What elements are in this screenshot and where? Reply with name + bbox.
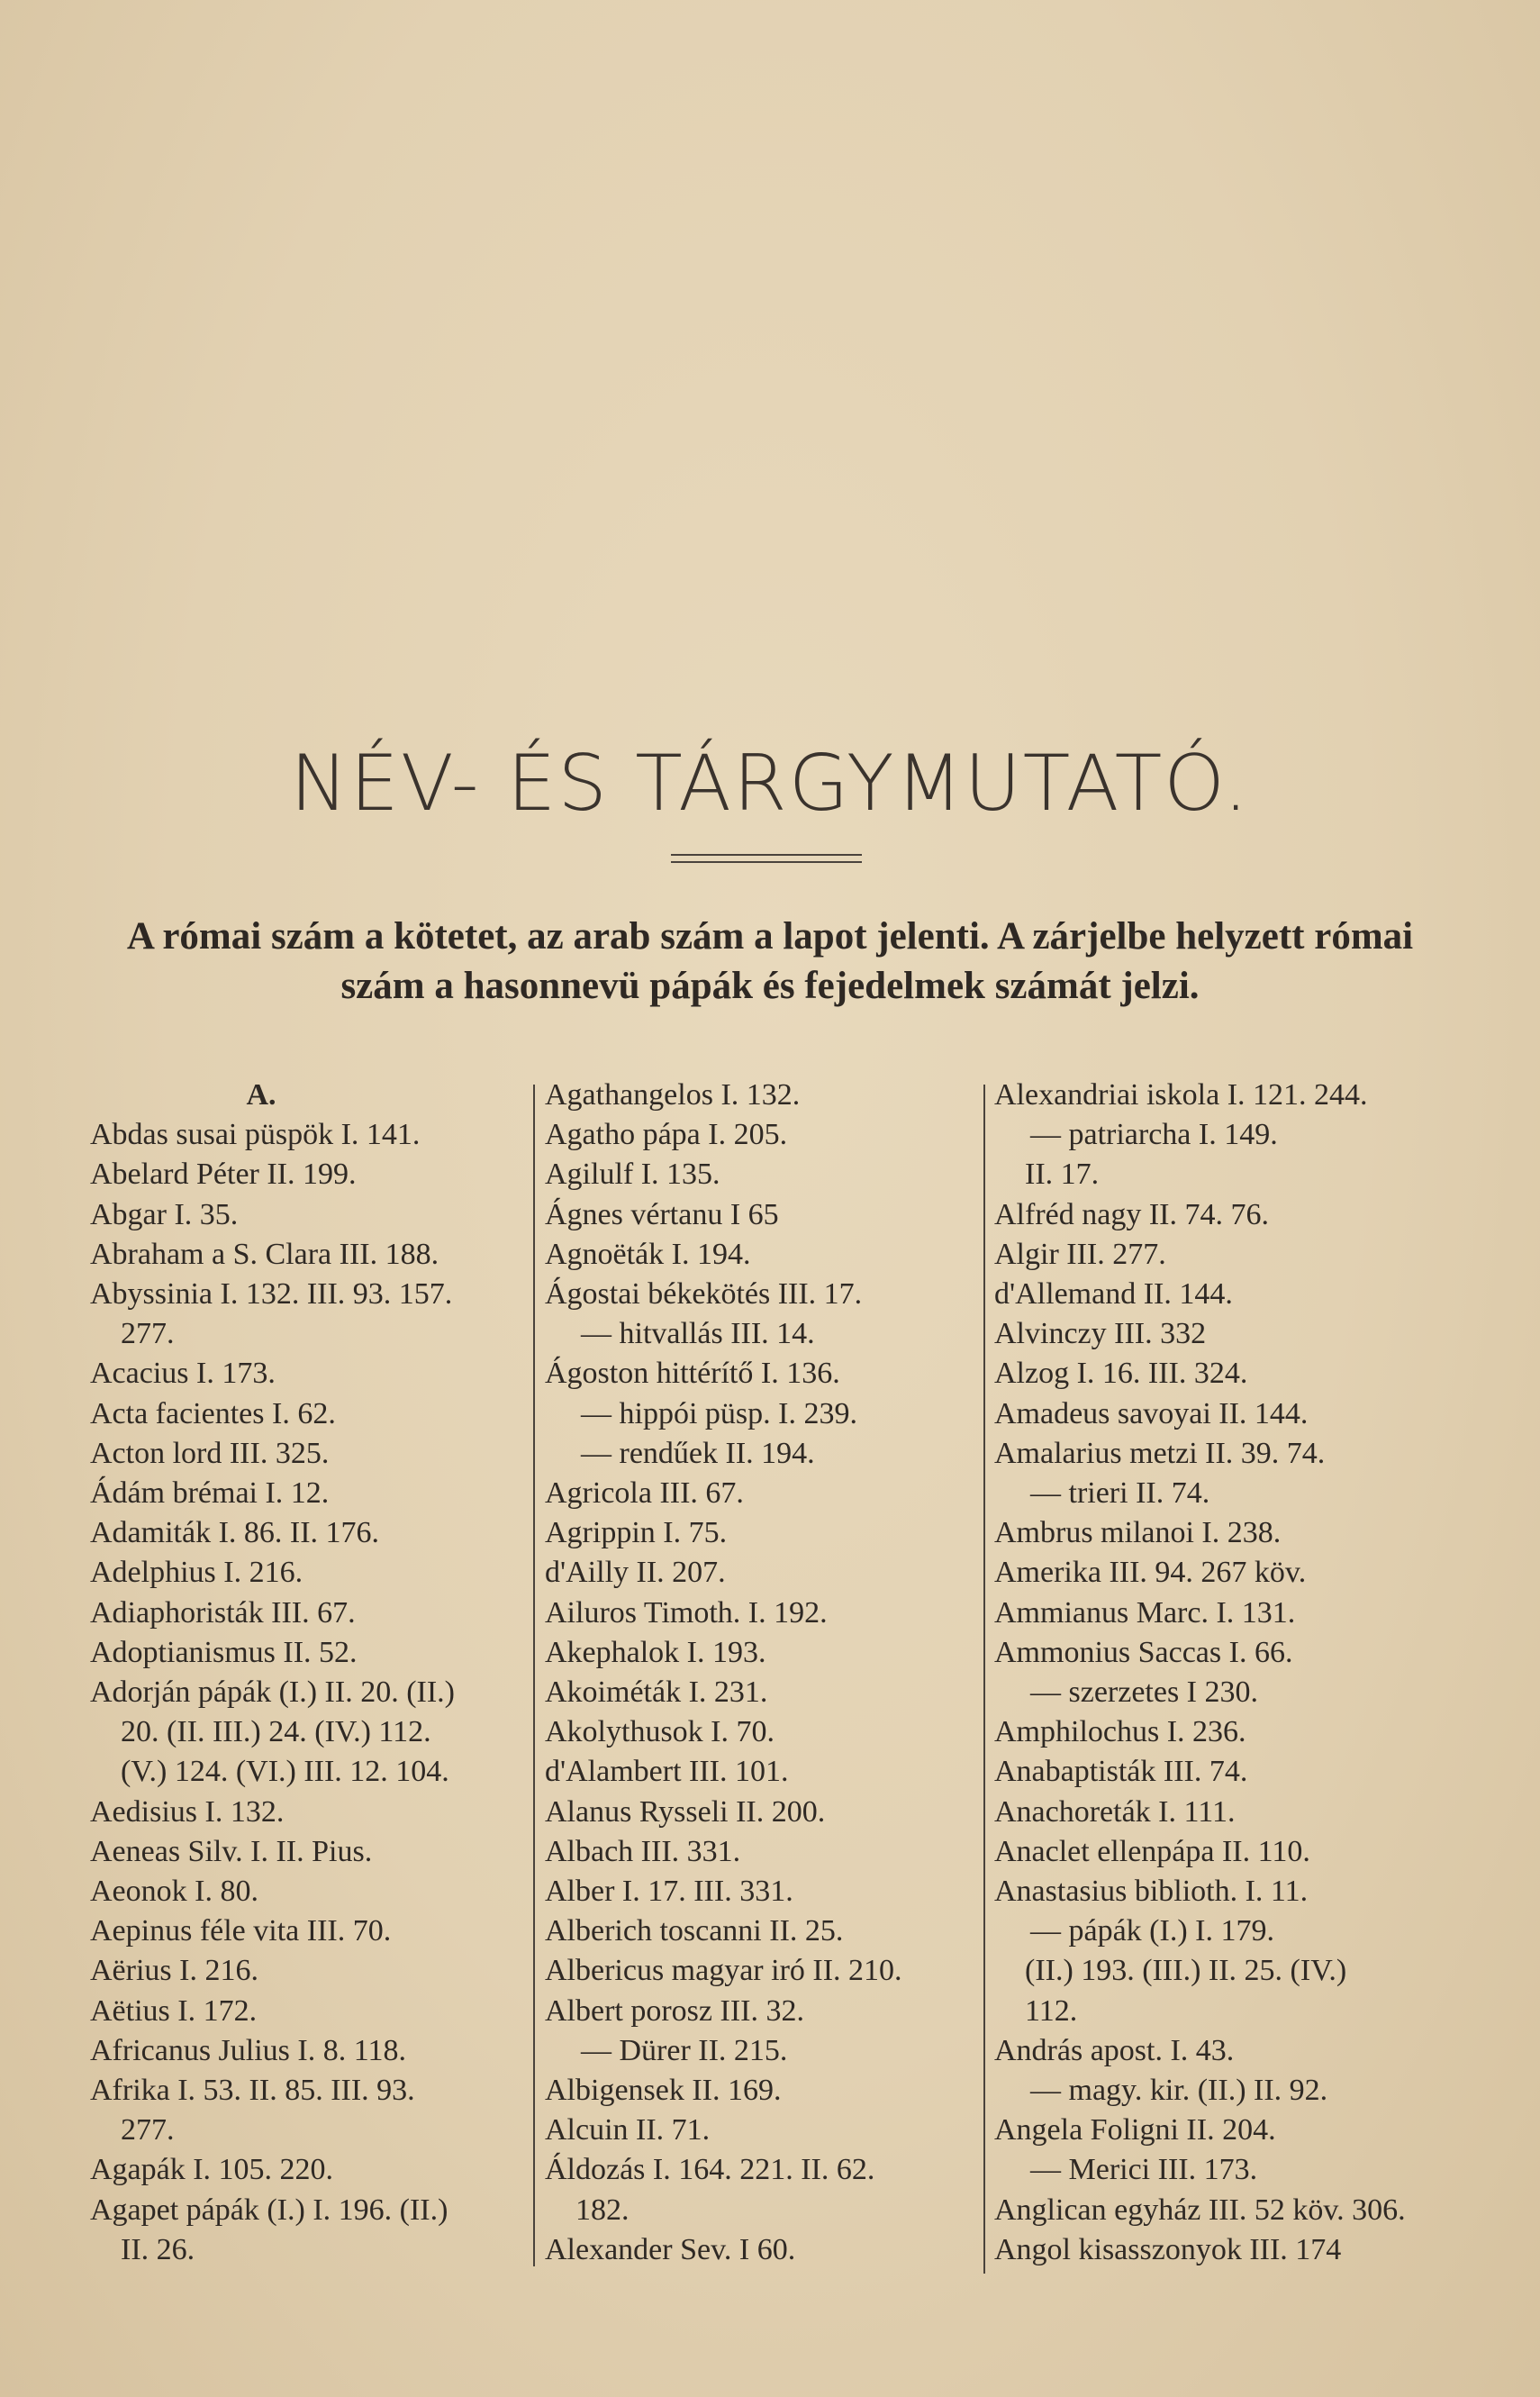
index-entry: Agatho pápa I. 205. [545, 1118, 788, 1152]
index-entry: Ágostai békekötés III. 17. [545, 1277, 863, 1312]
index-entry: Alvinczy III. 332 [994, 1317, 1207, 1351]
index-entry: Áldozás I. 164. 221. II. 62. [545, 2153, 875, 2187]
index-entry: Aedisius I. 132. [90, 1794, 285, 1829]
index-entry: Alfréd nagy II. 74. 76. [994, 1197, 1269, 1231]
index-entry: (V.) 124. (VI.) III. 12. 104. [121, 1755, 449, 1789]
title-rule-top [671, 854, 862, 856]
index-entry: Alanus Rysseli II. 200. [545, 1794, 826, 1829]
index-entry: — Dürer II. 215. [581, 2033, 788, 2067]
index-entry: d'Ailly II. 207. [545, 1556, 726, 1590]
index-entry: Aeonok I. 80. [90, 1875, 258, 1909]
index-entry: Ágnes vértanu I 65 [545, 1197, 779, 1231]
index-entry: Albigensek II. 169. [545, 2074, 782, 2108]
index-entry: Alzog I. 16. III. 324. [994, 1357, 1248, 1391]
index-entry: Agilulf I. 135. [545, 1158, 720, 1192]
index-entry: II. 26. [121, 2232, 195, 2266]
index-entry: Agrippin I. 75. [545, 1516, 728, 1550]
index-entry: Abelard Péter II. 199. [90, 1158, 357, 1192]
index-entry: Aëtius I. 172. [90, 1993, 258, 2028]
column-divider-1 [533, 1085, 535, 2266]
index-entry: Ágoston hittérítő I. 136. [545, 1357, 840, 1391]
index-entry: Amerika III. 94. 267 köv. [994, 1556, 1307, 1590]
index-column-2 [545, 1076, 995, 2270]
index-entry: Alber I. 17. III. 331. [545, 1875, 793, 1909]
index-entry: Abgar I. 35. [90, 1197, 239, 1231]
index-entry: Ádám brémai I. 12. [90, 1476, 330, 1511]
index-entry: Albach III. 331. [545, 1834, 741, 1868]
index-entry: Abraham a S. Clara III. 188. [90, 1237, 439, 1271]
index-entry: Adorján pápák (I.) II. 20. (II.) [90, 1675, 455, 1710]
index-entry: — magy. kir. (II.) II. 92. [1030, 2074, 1328, 2108]
index-entry: Acton lord III. 325. [90, 1436, 330, 1470]
index-entry: Agathangelos I. 132. [545, 1078, 801, 1112]
index-entry: Agricola III. 67. [545, 1476, 744, 1511]
index-entry: Ailuros Timoth. I. 192. [545, 1595, 828, 1630]
index-entry: — patriarcha I. 149. [1030, 1118, 1278, 1152]
index-column-3 [994, 1076, 1445, 2270]
index-entry: (II.) 193. (III.) II. 25. (IV.) [1025, 1954, 1347, 1988]
index-entry: — szerzetes I 230. [1030, 1675, 1259, 1710]
index-entry: Adelphius I. 216. [90, 1556, 303, 1590]
index-entry: — hippói püsp. I. 239. [581, 1396, 857, 1430]
title-rule-bottom [671, 861, 862, 863]
index-entry: Alberich toscanni II. 25. [545, 1914, 844, 1948]
index-entry: Aepinus féle vita III. 70. [90, 1914, 392, 1948]
index-entry: Aeneas Silv. I. II. Pius. [90, 1834, 373, 1868]
index-entry: d'Alambert III. 101. [545, 1755, 789, 1789]
index-entry: Ammianus Marc. I. 131. [994, 1595, 1296, 1630]
index-entry: Angol kisasszonyok III. 174 [994, 2232, 1342, 2266]
index-entry: Adoptianismus II. 52. [90, 1635, 358, 1669]
index-entry: 112. [1025, 1993, 1078, 2028]
index-entry: Amalarius metzi II. 39. 74. [994, 1436, 1326, 1470]
index-entry: Agapák I. 105. 220. [90, 2153, 334, 2187]
column-divider-2 [983, 1085, 985, 2274]
index-entry: Ambrus milanoi I. 238. [994, 1516, 1282, 1550]
index-entry: Akephalok I. 193. [545, 1635, 766, 1669]
index-entry: 182. [575, 2193, 630, 2227]
index-entry: 20. (II. III.) 24. (IV.) 112. [121, 1715, 431, 1749]
index-entry: 277. [121, 2113, 175, 2147]
index-entry: Angela Foligni II. 204. [994, 2113, 1276, 2147]
section-letter: A. [246, 1078, 276, 1112]
index-entry: Algir III. 277. [994, 1237, 1166, 1271]
index-entry: Amphilochus I. 236. [994, 1715, 1246, 1749]
index-entry: — trieri II. 74. [1030, 1476, 1210, 1511]
index-entry: Anastasius biblioth. I. 11. [994, 1875, 1309, 1909]
index-entry: Agapet pápák (I.) I. 196. (II.) [90, 2193, 448, 2227]
index-entry: Anabaptisták III. 74. [994, 1755, 1248, 1789]
index-entry: Anglican egyház III. 52 köv. 306. [994, 2193, 1406, 2227]
index-entry: Alexander Sev. I 60. [545, 2232, 796, 2266]
index-entry: Akolythusok I. 70. [545, 1715, 775, 1749]
index-entry: Agnoëták I. 194. [545, 1237, 751, 1271]
index-entry: Amadeus savoyai II. 144. [994, 1396, 1309, 1430]
index-entry: d'Allemand II. 144. [994, 1277, 1233, 1312]
index-entry: — Merici III. 173. [1030, 2153, 1258, 2187]
index-entry: Acta facientes I. 62. [90, 1396, 336, 1430]
index-entry: Acacius I. 173. [90, 1357, 276, 1391]
index-entry: Albericus magyar iró II. 210. [545, 1954, 902, 1988]
index-entry: Abdas susai püspök I. 141. [90, 1118, 421, 1152]
index-entry: Akoiméták I. 231. [545, 1675, 768, 1710]
index-entry: Adamiták I. 86. II. 176. [90, 1516, 380, 1550]
index-entry: 277. [121, 1317, 175, 1351]
index-entry: Aërius I. 216. [90, 1954, 258, 1988]
index-entry: Africanus Julius I. 8. 118. [90, 2033, 406, 2067]
index-entry: — hitvallás III. 14. [581, 1317, 815, 1351]
index-entry: II. 17. [1025, 1158, 1100, 1192]
index-entry: Alexandriai iskola I. 121. 244. [994, 1078, 1368, 1112]
index-entry: Ammonius Saccas I. 66. [994, 1635, 1293, 1669]
index-entry: András apost. I. 43. [994, 2033, 1235, 2067]
index-entry: Anaclet ellenpápa II. 110. [994, 1834, 1310, 1868]
index-entry: Afrika I. 53. II. 85. III. 93. [90, 2074, 415, 2108]
index-column-1 [90, 1076, 522, 2270]
index-entry: — rendűek II. 194. [581, 1436, 815, 1470]
page-title: NÉV- ÉS TÁRGYMUTATÓ. [290, 739, 1250, 829]
intro-note: A római szám a kötetet, az arab szám a lapot jelenti. A zárjelbe helyzett római szám a hasonnevü pápák és fejedelmek számát jelzi. [126, 915, 1414, 1008]
index-entry: Adiaphoristák III. 67. [90, 1595, 356, 1630]
index-entry: Anachoreták I. 111. [994, 1794, 1236, 1829]
index-entry: Albert porosz III. 32. [545, 1993, 804, 2028]
index-entry: Alcuin II. 71. [545, 2113, 711, 2147]
index-entry: — pápák (I.) I. 179. [1030, 1914, 1274, 1948]
index-entry: Abyssinia I. 132. III. 93. 157. [90, 1277, 453, 1312]
